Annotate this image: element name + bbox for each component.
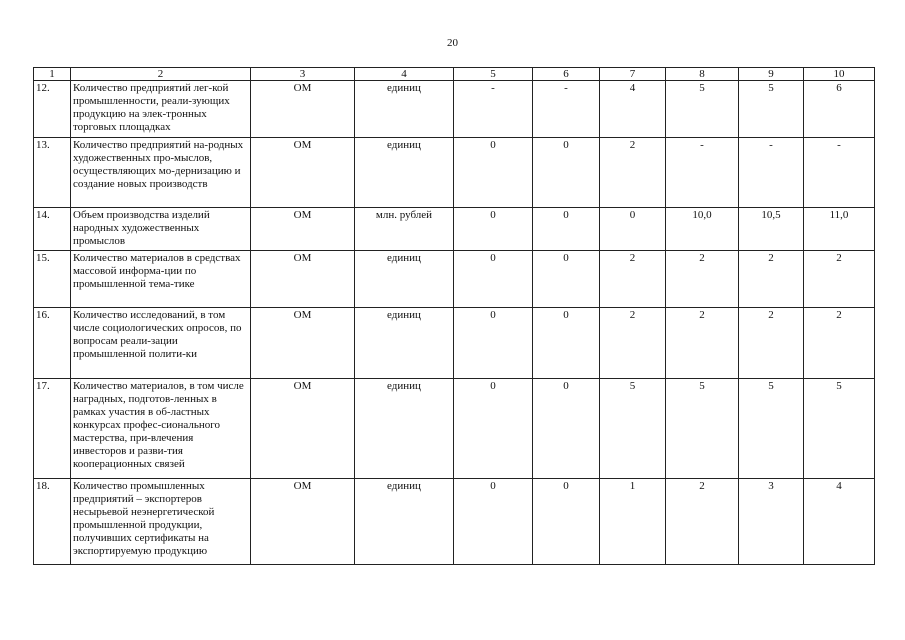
source-cell: ОМ: [251, 379, 355, 479]
indicator-name: Объем производства изделий народных художественных промыслов: [71, 208, 251, 251]
table-row: [34, 81, 875, 138]
header-cell: 8: [666, 68, 739, 81]
header-cell: 2: [71, 68, 251, 81]
indicator-name: Количество предприятий лег-кой промышленности, реали-зующих продукцию на элек-тронных торговых площадках: [71, 81, 251, 138]
value-cell: 5: [666, 81, 739, 138]
value-cell: 2: [666, 251, 739, 308]
row-number: 14.: [34, 208, 71, 251]
unit-cell: единиц: [355, 308, 454, 379]
unit-cell: единиц: [355, 81, 454, 138]
source-cell: ОМ: [251, 251, 355, 308]
value-cell: 2: [600, 138, 666, 208]
source-cell: ОМ: [251, 479, 355, 565]
value-cell: 0: [533, 308, 600, 379]
value-cell: 2: [804, 251, 875, 308]
unit-cell: единиц: [355, 251, 454, 308]
indicators-table: [33, 67, 875, 565]
header-cell: 7: [600, 68, 666, 81]
value-cell: 5: [804, 379, 875, 479]
unit-cell: единиц: [355, 379, 454, 479]
value-cell: 2: [666, 308, 739, 379]
value-cell: 2: [739, 251, 804, 308]
header-cell: 4: [355, 68, 454, 81]
unit-cell: единиц: [355, 479, 454, 565]
source-cell: ОМ: [251, 138, 355, 208]
source-cell: ОМ: [251, 208, 355, 251]
value-cell: 2: [804, 308, 875, 379]
value-cell: 0: [533, 138, 600, 208]
indicator-name: Количество материалов, в том числе наградных, подготов-ленных в рамках участия в об-ластных конкурсах профес-сионального мастерства, при-влечения инвесторов и разви-тия кооперационных связей: [71, 379, 251, 479]
indicator-name: Количество промышленных предприятий – экспортеров несырьевой неэнергетической промышленной продукции, получивших сертификаты на экспортируемую продукцию: [71, 479, 251, 565]
header-cell: 10: [804, 68, 875, 81]
value-cell: 3: [739, 479, 804, 565]
table-row: [34, 251, 875, 308]
value-cell: 5: [666, 379, 739, 479]
value-cell: 5: [739, 379, 804, 479]
value-cell: 2: [600, 251, 666, 308]
value-cell: 4: [804, 479, 875, 565]
table-row: [34, 308, 875, 379]
table-header-row: [34, 68, 875, 81]
value-cell: 5: [600, 379, 666, 479]
row-number: 15.: [34, 251, 71, 308]
row-number: 12.: [34, 81, 71, 138]
source-cell: ОМ: [251, 81, 355, 138]
value-cell: 0: [454, 379, 533, 479]
value-cell: 5: [739, 81, 804, 138]
value-cell: 2: [666, 479, 739, 565]
value-cell: 0: [533, 479, 600, 565]
value-cell: 0: [600, 208, 666, 251]
table-row: [34, 138, 875, 208]
value-cell: 0: [454, 308, 533, 379]
header-cell: 9: [739, 68, 804, 81]
row-number: 17.: [34, 379, 71, 479]
header-cell: 5: [454, 68, 533, 81]
value-cell: 0: [454, 251, 533, 308]
table-row: [34, 479, 875, 565]
header-cell: 6: [533, 68, 600, 81]
value-cell: 2: [600, 308, 666, 379]
table-row: [34, 208, 875, 251]
row-number: 13.: [34, 138, 71, 208]
value-cell: 10,5: [739, 208, 804, 251]
value-cell: 6: [804, 81, 875, 138]
header-cell: 1: [34, 68, 71, 81]
value-cell: 2: [739, 308, 804, 379]
value-cell: 0: [454, 208, 533, 251]
value-cell: 0: [533, 379, 600, 479]
value-cell: -: [533, 81, 600, 138]
value-cell: 0: [533, 251, 600, 308]
unit-cell: единиц: [355, 138, 454, 208]
value-cell: 11,0: [804, 208, 875, 251]
value-cell: -: [666, 138, 739, 208]
value-cell: -: [739, 138, 804, 208]
indicator-name: Количество предприятий на-родных художественных про-мыслов, осуществляющих мо-дернизацию и создание новых производств: [71, 138, 251, 208]
source-cell: ОМ: [251, 308, 355, 379]
value-cell: 0: [454, 138, 533, 208]
row-number: 16.: [34, 308, 71, 379]
header-cell: 3: [251, 68, 355, 81]
indicator-name: Количество материалов в средствах массовой информа-ции по промышленной тема-тике: [71, 251, 251, 308]
value-cell: 0: [533, 208, 600, 251]
row-number: 18.: [34, 479, 71, 565]
page-number: 20: [447, 37, 458, 49]
indicator-name: Количество исследований, в том числе социологических опросов, по вопросам реали-зации промышленной полити-ки: [71, 308, 251, 379]
value-cell: 0: [454, 479, 533, 565]
value-cell: 4: [600, 81, 666, 138]
value-cell: -: [454, 81, 533, 138]
value-cell: 10,0: [666, 208, 739, 251]
value-cell: -: [804, 138, 875, 208]
table-row: [34, 379, 875, 479]
unit-cell: млн. рублей: [355, 208, 454, 251]
value-cell: 1: [600, 479, 666, 565]
